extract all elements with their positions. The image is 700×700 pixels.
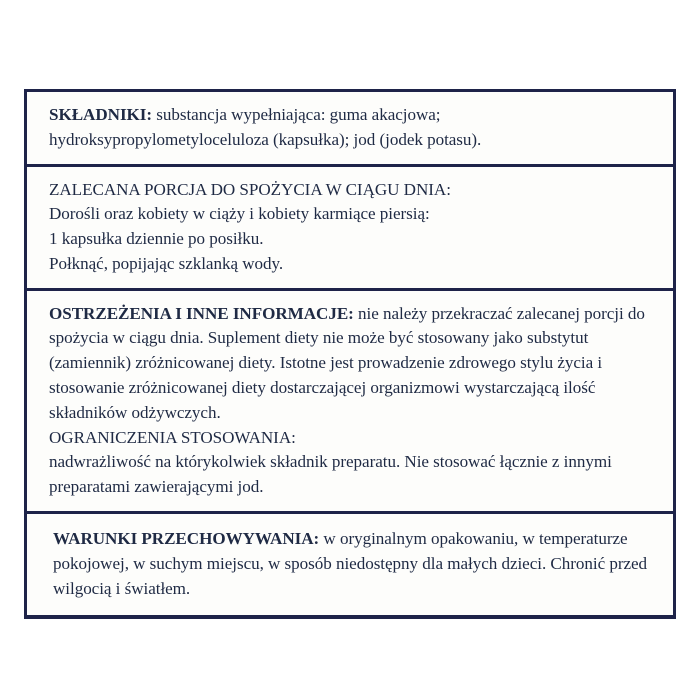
ingredients-line-1 bbox=[49, 103, 659, 128]
dosage-heading: ZALECANA PORCJA DO SPOŻYCIA W CIĄGU DNIA: bbox=[49, 179, 451, 199]
ingredients-text-1: substancja wypełniająca: guma akacjowa; bbox=[152, 105, 441, 124]
storage-body: w oryginalnym opakowaniu, w temperaturze pokojowej, w suchym miejscu, w sposób niedostępny dla małych dzieci. Chronić przed wilgocią i światłem. bbox=[53, 528, 648, 598]
storage-paragraph bbox=[53, 527, 659, 601]
ingredients-line-2: hydroksypropylometyloceluloza (kapsułka); jod (jodek potasu). bbox=[49, 129, 482, 149]
storage-heading: WARUNKI PRZECHOWYWANIA: bbox=[53, 528, 320, 548]
usage-restrictions-heading: OGRANICZENIA STOSOWANIA: bbox=[49, 427, 296, 447]
warnings-paragraph bbox=[49, 302, 659, 426]
warnings-heading: OSTRZEŻENIA I INNE INFORMACJE: bbox=[49, 303, 354, 323]
dosage-line-2: 1 kapsułka dziennie po posiłku. bbox=[49, 229, 264, 249]
supplement-label-panel bbox=[24, 89, 676, 619]
ingredients-heading: SKŁADNIKI: bbox=[49, 105, 153, 124]
section-warnings bbox=[27, 291, 673, 514]
dosage-line-3: Połknąć, popijając szklanką wody. bbox=[49, 253, 284, 273]
section-dosage bbox=[27, 167, 673, 291]
warnings-body: nie należy przekraczać zalecanej porcji do spożycia w ciągu dnia. Suplement diety nie może być stosowany jako substytut (zamiennik) zróżnicowanej diety. Istotne jest prowadzenie zdrowego stylu życia i stosowanie zróżnicowanej diety dostarczającej organizmowi wystarczającą ilość składników odżywczych. bbox=[49, 303, 645, 422]
usage-restrictions-body: nadwrażliwość na którykolwiek składnik preparatu. Nie stosować łącznie z innymi preparatami zawierającymi jod. bbox=[49, 452, 612, 497]
dosage-line-1: Dorośli oraz kobiety w ciąży i kobiety karmiące piersią: bbox=[49, 204, 430, 224]
section-ingredients bbox=[27, 92, 673, 167]
section-storage bbox=[27, 514, 673, 615]
